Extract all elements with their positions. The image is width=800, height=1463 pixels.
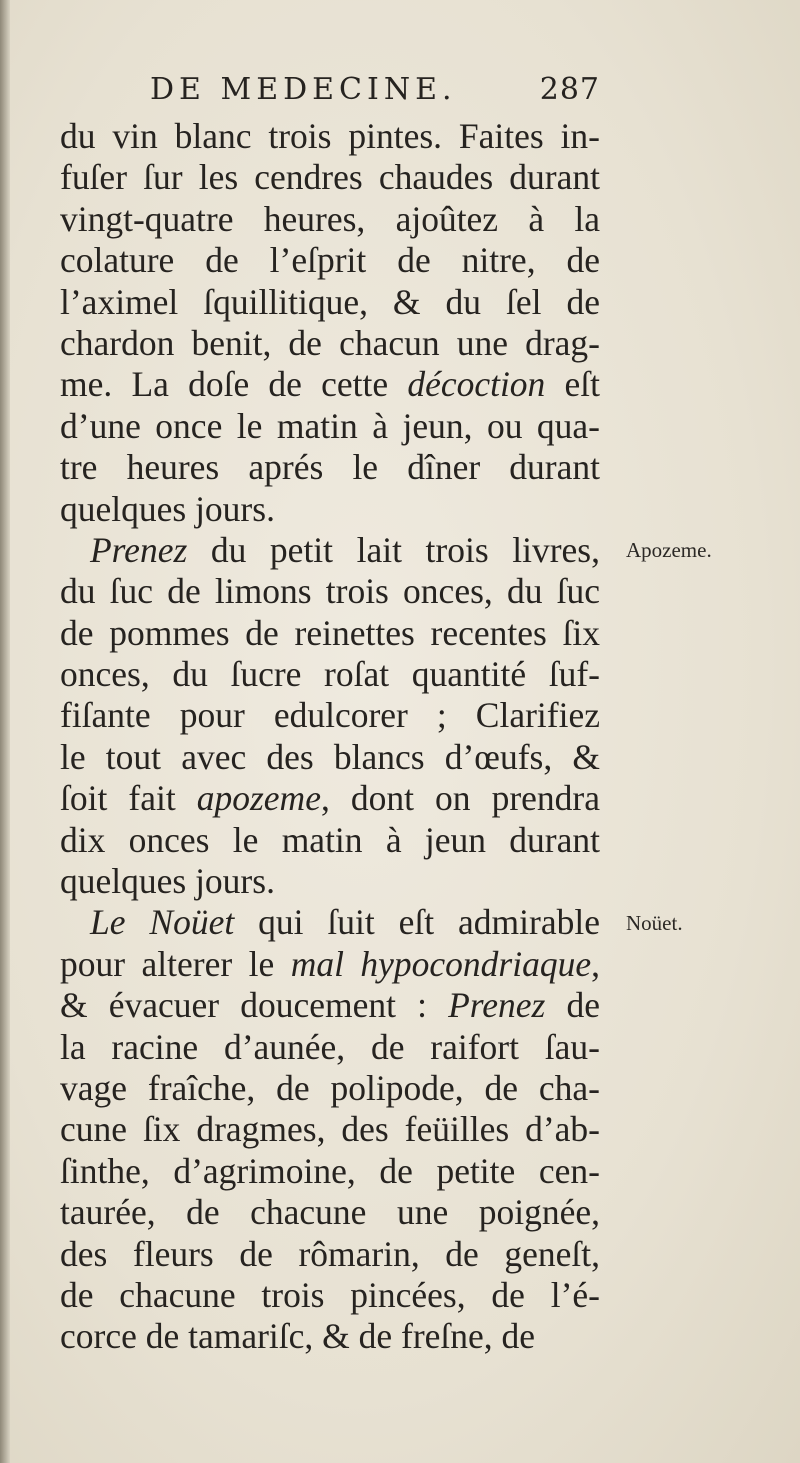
text-segment: des fleurs de rômarin, de geneſt,	[60, 1233, 600, 1274]
text-line	[60, 571, 600, 612]
text-segment: me. La doſe de cette	[60, 364, 408, 405]
italic-text: Prenez	[90, 529, 188, 570]
text-line	[60, 282, 600, 323]
text-segment: d’une once le matin à jeun, ou qua-	[60, 405, 600, 446]
text-segment: vingt-quatre heures, ajoûtez à la	[60, 198, 600, 239]
text-segment: qui ſuit eſt admirable	[234, 902, 600, 943]
text-line	[60, 1234, 600, 1275]
page-number: 287	[539, 72, 600, 107]
text-line	[60, 613, 600, 654]
text-segment: tre heures aprés le dîner durant	[60, 447, 600, 488]
text-line	[60, 406, 600, 447]
text-line	[60, 737, 600, 778]
text-line	[60, 323, 600, 364]
text-line	[60, 1151, 600, 1192]
text-segment: chardon benit, de chacun une drag-	[60, 322, 600, 363]
running-head	[150, 72, 600, 118]
page-gutter-shadow	[0, 0, 10, 1463]
margin-note: Noüet.	[626, 910, 683, 935]
text-segment: fuſer ſur les cendres chaudes durant	[60, 157, 600, 198]
text-line	[60, 778, 600, 819]
text-line	[60, 1192, 600, 1233]
text-segment: & évacuer doucement :	[60, 985, 449, 1026]
text-line	[60, 530, 600, 571]
text-segment: le tout avec des blancs d’œufs, &	[60, 736, 600, 777]
text-segment: eſt	[545, 364, 600, 405]
text-segment: dix onces le matin à jeun durant	[60, 819, 600, 860]
text-segment: vage fraîche, de polipode, de cha-	[60, 1067, 600, 1108]
text-segment: quelques jours.	[60, 488, 275, 529]
text-line	[60, 199, 600, 240]
text-line	[60, 654, 600, 695]
body-text	[60, 116, 600, 1358]
text-line	[60, 157, 600, 198]
text-segment: onces, du ſucre roſat quantité ſuf-	[60, 654, 600, 695]
running-head-title: DE MEDECINE.	[150, 72, 457, 107]
text-segment: corce de tamariſc, & de freſne, de	[60, 1316, 536, 1357]
text-segment: quelques jours.	[60, 861, 275, 902]
text-segment: , dont on prendra	[320, 778, 600, 819]
text-line	[60, 1027, 600, 1068]
text-line	[60, 1068, 600, 1109]
text-line	[60, 1316, 600, 1357]
italic-text: décoction	[407, 364, 546, 405]
text-line	[60, 1109, 600, 1150]
text-segment: colature de l’eſprit de nitre, de	[60, 240, 600, 281]
text-segment: taurée, de chacune une poignée,	[60, 1192, 600, 1233]
text-segment: la racine d’aunée, de raifort ſau-	[60, 1026, 600, 1067]
text-line	[60, 489, 600, 530]
text-line	[60, 902, 600, 943]
text-line	[60, 447, 600, 488]
text-segment: pour alterer le	[60, 943, 291, 984]
text-segment: ,	[591, 943, 600, 984]
text-line	[60, 944, 600, 985]
text-line	[60, 695, 600, 736]
text-segment: cune ſix dragmes, des feüilles d’ab-	[60, 1109, 600, 1150]
text-segment: ſinthe, d’agrimoine, de petite cen-	[60, 1150, 600, 1191]
text-segment: de	[545, 985, 600, 1026]
text-line	[60, 985, 600, 1026]
text-line	[60, 116, 600, 157]
text-segment: ſoit fait	[60, 778, 197, 819]
margin-note: Apozeme.	[626, 538, 712, 562]
italic-text: Le Noüet	[90, 902, 235, 943]
text-segment: de chacune trois pincées, de l’é-	[60, 1274, 600, 1315]
text-segment: du ſuc de limons trois onces, du ſuc	[60, 571, 600, 612]
text-segment: l’aximel ſquillitique, & du ſel de	[60, 281, 600, 322]
text-segment: du petit lait trois livres,	[187, 529, 600, 570]
italic-text: apozeme	[196, 778, 321, 819]
text-line	[60, 861, 600, 902]
text-line	[60, 1275, 600, 1316]
text-segment: du vin blanc trois pintes. Faites in-	[60, 116, 600, 156]
italic-text: Prenez	[448, 985, 546, 1026]
text-segment: de pommes de reinettes recentes ſix	[60, 612, 600, 653]
text-line	[60, 240, 600, 281]
text-segment: fiſante pour edulcorer ; Clarifiez	[60, 695, 600, 736]
text-line	[60, 364, 600, 405]
text-line	[60, 820, 600, 861]
italic-text: mal hypocondriaque	[290, 943, 592, 984]
